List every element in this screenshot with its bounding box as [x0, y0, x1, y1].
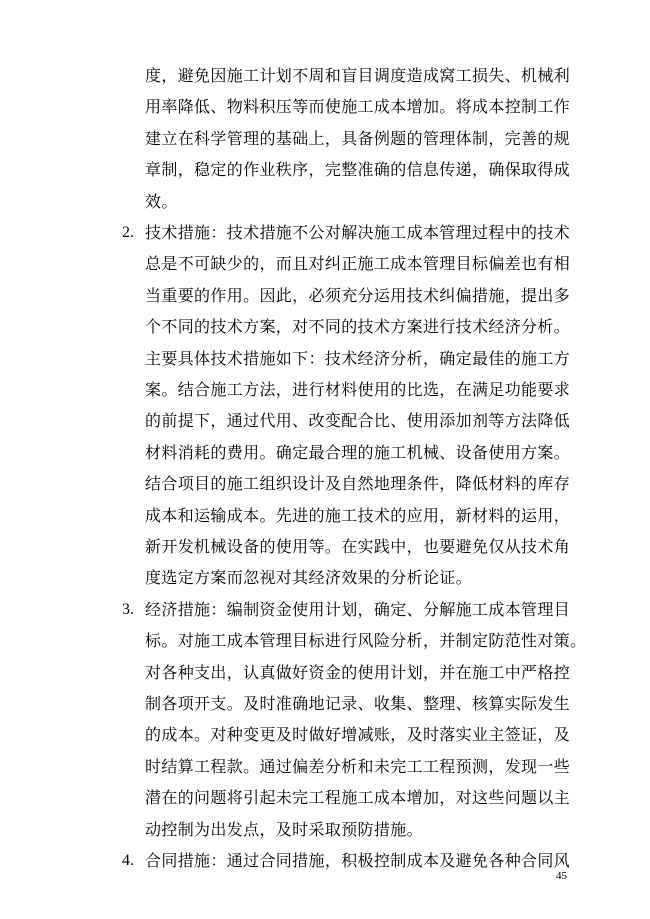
text-line: 度选定方案而忽视对其经济效果的分析论证。 — [145, 568, 473, 587]
text-line: 章制，稳定的作业秩序，完整准确的信息传递，确保取得成 — [145, 160, 571, 179]
text-line: 效。 — [145, 192, 178, 211]
text-line: 技术措施：技术措施不公对解决施工成本管理过程中的技术 — [145, 223, 571, 242]
text-line: 制各项开支。及时准确地记录、收集、整理、核算实际发生 — [145, 694, 571, 713]
text-line: 总是不可缺少的，而且对纠正施工成本管理目标偏差也有相 — [145, 254, 571, 273]
text-line: 建立在科学管理的基础上，具备例题的管理体制，完善的规 — [145, 129, 571, 148]
page-number: 45 — [556, 870, 567, 882]
text-line: 潜在的问题将引起未完工程施工成本增加，对这些问题以主 — [145, 788, 571, 807]
list-item-number: 2. — [122, 224, 134, 241]
text-line: 新开发机械设备的使用等。在实践中，也要避免仅从技术角 — [145, 537, 571, 556]
text-line: 成本和运输成本。先进的施工技术的应用，新材料的运用， — [145, 506, 571, 525]
text-line: 的成本。对种变更及时做好增减账，及时落实业主签证，及 — [145, 725, 571, 744]
text-line: 用率降低、物料积压等而使施工成本增加。将成本控制工作 — [145, 97, 571, 116]
list-item-number: 4. — [122, 852, 134, 869]
text-line: 主要具体技术措施如下：技术经济分析，确定最佳的施工方 — [145, 349, 571, 368]
text-line: 度，避免因施工计划不周和盲目调度造成窝工损失、机械利 — [145, 66, 571, 85]
text-line: 案。结合施工方法，进行材料使用的比选，在满足功能要求 — [145, 380, 571, 399]
text-line: 经济措施：编制资金使用计划，确定、分解施工成本管理目 — [145, 600, 571, 619]
text-line: 结合项目的施工组织设计及自然地理条件，降低材料的库存 — [145, 474, 571, 493]
text-line: 合同措施：通过合同措施，积极控制成本及避免各种合同风 — [145, 851, 571, 870]
list-item-number: 3. — [122, 601, 134, 618]
text-line: 动控制为出发点，及时采取预防措施。 — [145, 820, 423, 839]
text-line: 时结算工程款。通过偏差分析和未完工工程预测，发现一些 — [145, 757, 571, 776]
text-line: 个不同的技术方案，对不同的技术方案进行技术经济分析。 — [145, 317, 571, 336]
text-line: 标。对施工成本管理目标进行风险分析，并制定防范性对策。 — [145, 631, 587, 650]
text-line: 对各种支出，认真做好资金的使用计划，并在施工中严格控 — [145, 663, 571, 682]
text-line: 当重要的作用。因此，必须充分运用技术纠偏措施，提出多 — [145, 286, 571, 305]
text-line: 材料消耗的费用。确定最合理的施工机械、设备使用方案。 — [145, 443, 571, 462]
text-line: 的前提下，通过代用、改变配合比、使用添加剂等方法降低 — [145, 411, 571, 430]
